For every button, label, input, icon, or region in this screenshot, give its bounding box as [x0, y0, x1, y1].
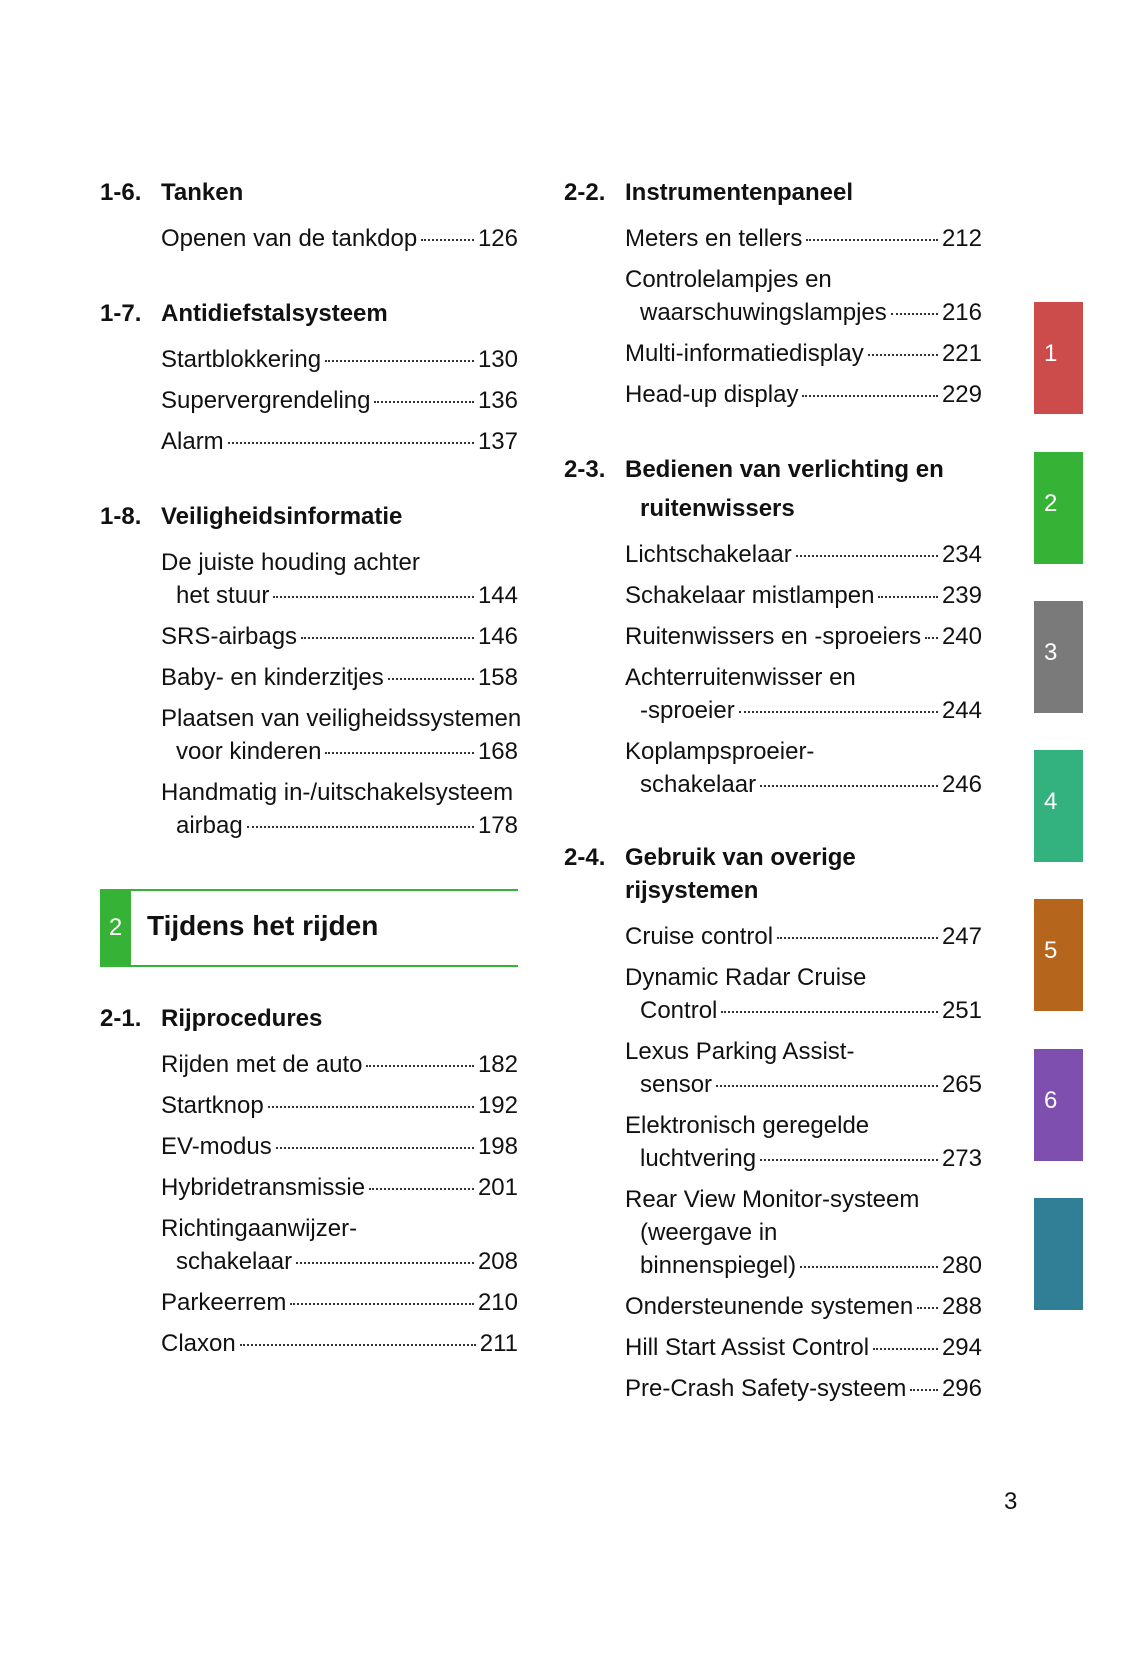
toc-entry[interactable]	[625, 1035, 982, 1101]
toc-entry-line	[625, 1109, 982, 1142]
toc-entry-line	[625, 222, 982, 255]
entry-page-number[interactable]: 136	[477, 387, 518, 414]
dot-leader	[273, 596, 474, 598]
section-heading	[100, 176, 520, 209]
dot-leader	[873, 1348, 938, 1350]
entry-page-number[interactable]: 144	[477, 582, 518, 609]
dot-leader	[276, 1147, 474, 1149]
toc-entry-line	[161, 1171, 518, 1204]
section-title	[161, 500, 520, 533]
toc-entry-line	[161, 702, 522, 735]
toc-entry-line	[161, 1089, 518, 1122]
entry-page-number[interactable]: 168	[477, 738, 518, 765]
toc-entry[interactable]	[625, 538, 982, 571]
section-heading	[564, 453, 984, 525]
dot-leader	[878, 596, 938, 598]
toc-entry-line	[625, 1216, 982, 1249]
section-number: 2-2.	[564, 179, 606, 206]
section-number: 2-3.	[564, 456, 606, 483]
toc-entry-line	[625, 1331, 982, 1364]
toc-entry[interactable]	[161, 546, 518, 612]
entry-text: schakelaar	[640, 771, 757, 798]
section-number: 1-8.	[100, 503, 142, 530]
toc-section	[100, 1002, 520, 1368]
chapter-banner[interactable]	[100, 889, 518, 967]
toc-entry-line	[625, 920, 982, 953]
toc-entry-line	[625, 263, 982, 296]
entry-page-number[interactable]: 246	[941, 771, 982, 798]
side-tab-6[interactable]	[1034, 1049, 1083, 1161]
dot-leader	[925, 637, 938, 639]
dot-leader	[388, 678, 474, 680]
section-title-line: Bedienen van verlichting en	[625, 456, 944, 483]
toc-entry[interactable]	[625, 1183, 982, 1282]
entry-page-number[interactable]: 296	[941, 1375, 982, 1402]
entry-page-number[interactable]: 265	[941, 1071, 982, 1098]
dot-leader	[228, 442, 474, 444]
toc-entry-line	[161, 661, 518, 694]
entry-text: Dynamic Radar Cruise	[625, 964, 867, 991]
toc-entry[interactable]	[625, 1372, 982, 1405]
toc-entry[interactable]	[161, 1130, 518, 1163]
entry-page-number[interactable]: 211	[479, 1330, 518, 1357]
toc-entry[interactable]	[161, 425, 518, 458]
toc-entry-line	[161, 776, 518, 809]
entry-page-number[interactable]: 146	[477, 623, 518, 650]
entry-text: Startknop	[161, 1092, 264, 1119]
toc-entries	[161, 343, 518, 458]
chapter-title: Tijdens het rijden	[147, 910, 379, 941]
toc-section	[564, 841, 984, 1413]
entry-page-number[interactable]: 221	[941, 340, 982, 367]
toc-entry-line	[161, 1212, 518, 1245]
section-title-line: Instrumentenpaneel	[625, 179, 854, 206]
dot-leader	[777, 937, 938, 939]
dot-leader	[325, 360, 474, 362]
dot-leader	[800, 1266, 938, 1268]
entry-text: Claxon	[161, 1330, 236, 1357]
toc-entries	[161, 1048, 518, 1360]
entry-text: Supervergrendeling	[161, 387, 371, 414]
toc-entry[interactable]	[625, 222, 982, 255]
entry-text: Handmatig in-/uitschakelsysteem	[161, 779, 514, 806]
toc-entry-line	[625, 378, 982, 411]
toc-entry[interactable]	[161, 661, 518, 694]
section-number: 1-7.	[100, 300, 142, 327]
toc-entry-line	[625, 735, 982, 768]
section-heading	[564, 841, 984, 907]
toc-entry[interactable]	[161, 702, 522, 768]
section-title-line: Antidiefstalsysteem	[161, 300, 388, 327]
entry-text: schakelaar	[176, 1248, 293, 1275]
toc-entry[interactable]	[161, 1048, 518, 1081]
toc-entry-line	[161, 1286, 518, 1319]
toc-entry[interactable]	[625, 1331, 982, 1364]
section-title-line: Gebruik van overige rijsystemen	[625, 844, 856, 904]
toc-entry-line	[161, 384, 518, 417]
toc-entry-line	[161, 1130, 518, 1163]
dot-leader	[760, 1159, 938, 1161]
toc-entry-line	[625, 768, 982, 801]
dot-leader	[240, 1344, 476, 1346]
toc-entry[interactable]	[161, 1171, 518, 1204]
toc-entry[interactable]	[625, 961, 982, 1027]
side-tab-label: 3	[1044, 639, 1058, 666]
toc-entries	[161, 222, 518, 255]
toc-entry-line	[625, 296, 982, 329]
toc-entry-line	[161, 222, 518, 255]
dot-leader	[366, 1065, 473, 1067]
side-tab-1[interactable]	[1034, 302, 1083, 414]
section-number: 2-1.	[100, 1005, 142, 1032]
entry-page-number[interactable]: 294	[941, 1334, 982, 1361]
chapter-number: 2	[100, 891, 131, 965]
entry-page-number[interactable]: 244	[941, 697, 982, 724]
section-title	[625, 176, 984, 209]
entry-page-number[interactable]: 126	[477, 225, 518, 252]
entry-text: De juiste houding achter	[161, 549, 420, 576]
toc-entry-line	[625, 579, 982, 612]
toc-entry-line	[161, 1048, 518, 1081]
toc-entry[interactable]	[625, 661, 982, 727]
toc-entry-line	[625, 337, 982, 370]
toc-entry[interactable]	[625, 735, 982, 801]
toc-entry-line	[161, 620, 518, 653]
dot-leader	[796, 555, 938, 557]
entry-text: Startblokkering	[161, 346, 322, 373]
dot-leader	[716, 1085, 938, 1087]
section-title-line: ruitenwissers	[640, 495, 795, 522]
entry-text: waarschuwingslampjes	[640, 299, 887, 326]
entry-text: airbag	[176, 812, 243, 839]
entry-text: Lichtschakelaar	[625, 541, 792, 568]
entry-text: Plaatsen van veiligheidssystemen	[161, 705, 522, 732]
toc-entries	[625, 920, 982, 1405]
entry-text: EV-modus	[161, 1133, 272, 1160]
side-tab-index[interactable]	[1034, 1198, 1083, 1310]
dot-leader	[374, 401, 473, 403]
toc-entry[interactable]	[625, 1109, 982, 1175]
entry-text: Baby- en kinderzitjes	[161, 664, 384, 691]
entry-page-number[interactable]: 229	[941, 381, 982, 408]
entry-text: het stuur	[176, 582, 270, 609]
side-tab-2[interactable]	[1034, 452, 1083, 564]
entry-text: Head-up display	[625, 381, 799, 408]
entry-text: (weergave in	[640, 1219, 778, 1246]
entry-page-number[interactable]: 239	[941, 582, 982, 609]
dot-leader	[268, 1106, 474, 1108]
entry-text: Richtingaanwijzer-	[161, 1215, 358, 1242]
entry-text: Parkeerrem	[161, 1289, 287, 1316]
entry-page-number[interactable]: 212	[941, 225, 982, 252]
entry-text: Hybridetransmissie	[161, 1174, 366, 1201]
side-tab-4[interactable]	[1034, 750, 1083, 862]
section-title-line: Veiligheidsinformatie	[161, 503, 403, 530]
dot-leader	[325, 752, 474, 754]
entry-page-number[interactable]: 201	[477, 1174, 518, 1201]
toc-entry[interactable]	[625, 378, 982, 411]
toc-entry-line	[625, 994, 982, 1027]
toc-entry[interactable]	[625, 1290, 982, 1323]
toc-entry-line	[625, 1290, 982, 1323]
entry-text: Pre-Crash Safety-systeem	[625, 1375, 907, 1402]
entry-text: Alarm	[161, 428, 224, 455]
entry-text: Cruise control	[625, 923, 774, 950]
toc-entry[interactable]	[161, 1327, 518, 1360]
toc-entry[interactable]	[161, 776, 518, 842]
toc-entry[interactable]	[161, 620, 518, 653]
toc-entry-line	[625, 620, 982, 653]
entry-text: -sproeier	[640, 697, 735, 724]
dot-leader	[290, 1303, 474, 1305]
section-title	[161, 1002, 520, 1035]
toc-entry[interactable]	[625, 579, 982, 612]
dot-leader	[806, 239, 938, 241]
entry-text: Achterruitenwisser en	[625, 664, 856, 691]
toc-entry-line	[625, 1068, 982, 1101]
entry-page-number[interactable]: 288	[941, 1293, 982, 1320]
entry-text: Openen van de tankdop	[161, 225, 418, 252]
toc-section	[100, 176, 520, 263]
entry-text: luchtvering	[640, 1145, 757, 1172]
toc-entry[interactable]	[161, 1089, 518, 1122]
section-heading	[564, 176, 984, 209]
dot-leader	[369, 1188, 474, 1190]
dot-leader	[296, 1262, 474, 1264]
toc-entry-line	[161, 425, 518, 458]
dot-leader	[421, 239, 474, 241]
entry-text: Elektronisch geregelde	[625, 1112, 870, 1139]
toc-entry-line	[625, 1142, 982, 1175]
toc-entry-line	[625, 1249, 982, 1282]
toc-entry-line	[625, 694, 982, 727]
toc-entry[interactable]	[625, 263, 982, 329]
dot-leader	[891, 313, 938, 315]
toc-entry[interactable]	[161, 222, 518, 255]
entry-page-number[interactable]: 210	[477, 1289, 518, 1316]
side-tab-5[interactable]	[1034, 899, 1083, 1011]
entry-text: sensor	[640, 1071, 713, 1098]
toc-entry-line	[161, 809, 518, 842]
toc-entry[interactable]	[625, 337, 982, 370]
side-tab-label: 6	[1044, 1087, 1058, 1114]
toc-entry[interactable]	[625, 620, 982, 653]
toc-entry-line	[161, 546, 518, 579]
dot-leader	[721, 1011, 938, 1013]
section-number: 1-6.	[100, 179, 142, 206]
toc-entry[interactable]	[161, 343, 518, 376]
entry-text: Meters en tellers	[625, 225, 803, 252]
entry-page-number[interactable]: 158	[477, 664, 518, 691]
dot-leader	[739, 711, 938, 713]
dot-leader	[910, 1389, 938, 1391]
entry-text: voor kinderen	[176, 738, 322, 765]
toc-entry[interactable]	[625, 920, 982, 953]
entry-text: Hill Start Assist Control	[625, 1334, 870, 1361]
toc-entries	[625, 222, 982, 411]
entry-page-number[interactable]: 280	[941, 1252, 982, 1279]
section-title	[161, 176, 520, 209]
entry-page-number[interactable]: 273	[941, 1145, 982, 1172]
toc-entry[interactable]	[161, 1286, 518, 1319]
section-title-line: Rijprocedures	[161, 1005, 323, 1032]
section-heading	[100, 500, 520, 533]
section-title-line: Tanken	[161, 179, 244, 206]
toc-entry-line	[161, 343, 518, 376]
side-tab-label: 5	[1044, 937, 1058, 964]
section-title	[625, 453, 984, 525]
page-number: 3	[1004, 1488, 1018, 1515]
dot-leader	[802, 395, 938, 397]
side-tab-label: 4	[1044, 788, 1058, 815]
toc-entry[interactable]	[161, 384, 518, 417]
entry-text: binnenspiegel)	[640, 1252, 797, 1279]
toc-entries	[625, 538, 982, 801]
section-number: 2-4.	[564, 844, 606, 871]
toc-section	[564, 176, 984, 419]
entry-page-number[interactable]: 208	[477, 1248, 518, 1275]
toc-entry-line	[625, 1372, 982, 1405]
dot-leader	[917, 1307, 938, 1309]
toc-entries	[161, 546, 522, 842]
toc-entry[interactable]	[161, 1212, 518, 1278]
toc-entry-line	[161, 1245, 518, 1278]
dot-leader	[301, 637, 474, 639]
toc-section	[100, 500, 520, 850]
entry-text: SRS-airbags	[161, 623, 298, 650]
entry-text: Ruitenwissers en -sproeiers	[625, 623, 922, 650]
toc-entry-line	[161, 735, 518, 768]
toc-section	[100, 297, 520, 466]
entry-text: Lexus Parking Assist-	[625, 1038, 855, 1065]
toc-entry-line	[161, 1327, 518, 1360]
entry-text: Rear View Monitor-systeem	[625, 1186, 920, 1213]
entry-page-number[interactable]: 130	[477, 346, 518, 373]
entry-text: Control	[640, 997, 718, 1024]
entry-text: Schakelaar mistlampen	[625, 582, 875, 609]
entry-text: Ondersteunende systemen	[625, 1293, 914, 1320]
dot-leader	[760, 785, 938, 787]
entry-page-number[interactable]: 216	[941, 299, 982, 326]
entry-page-number[interactable]: 247	[941, 923, 982, 950]
dot-leader	[247, 826, 474, 828]
toc-entry-line	[625, 538, 982, 571]
side-tab-label: 2	[1044, 490, 1058, 517]
dot-leader	[868, 354, 938, 356]
entry-page-number[interactable]: 178	[477, 812, 518, 839]
entry-page-number[interactable]: 182	[477, 1051, 518, 1078]
side-tab-label: 1	[1044, 340, 1058, 367]
entry-page-number[interactable]: 198	[477, 1133, 518, 1160]
toc-entry-line	[625, 1183, 982, 1216]
toc-entry-line	[625, 661, 982, 694]
toc-section	[564, 453, 984, 809]
entry-text: Multi-informatiedisplay	[625, 340, 864, 367]
entry-page-number[interactable]: 240	[941, 623, 982, 650]
toc-entry-line	[625, 1035, 982, 1068]
entry-page-number[interactable]: 251	[941, 997, 982, 1024]
toc-entry-line	[625, 961, 982, 994]
side-tab-3[interactable]	[1034, 601, 1083, 713]
entry-text: Koplampsproeier-	[625, 738, 815, 765]
toc-entry-line	[161, 579, 518, 612]
entry-text: Rijden met de auto	[161, 1051, 363, 1078]
entry-page-number[interactable]: 137	[477, 428, 518, 455]
entry-text: Controlelampjes en	[625, 266, 832, 293]
section-title	[625, 841, 984, 907]
entry-page-number[interactable]: 234	[941, 541, 982, 568]
section-heading	[100, 297, 520, 330]
section-title	[161, 297, 520, 330]
section-heading	[100, 1002, 520, 1035]
entry-page-number[interactable]: 192	[477, 1092, 518, 1119]
